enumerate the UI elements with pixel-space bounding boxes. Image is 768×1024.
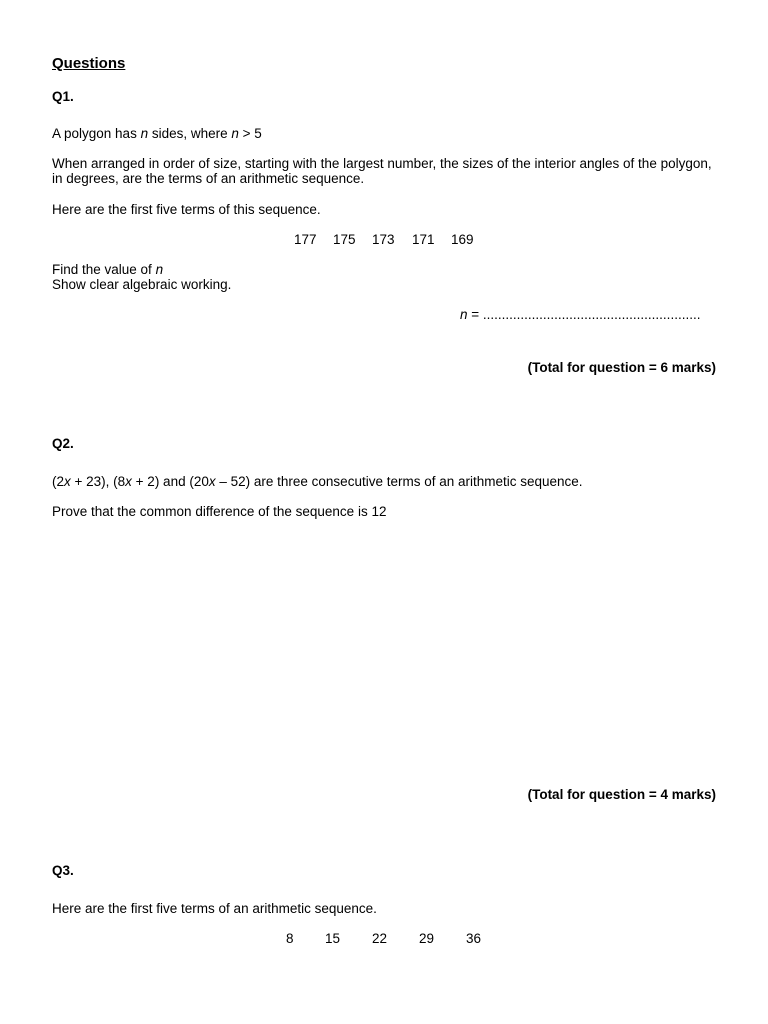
q1-answer-line: n = .......................................................... [460, 307, 701, 322]
q1-paragraph-angles: When arranged in order of size, starting with the largest number, the sizes of the interior angles of the polygon, in degrees, are the terms of an arithmetic sequence. [52, 156, 712, 186]
q1-term-4: 171 [412, 232, 435, 247]
q2-total-marks: (Total for question = 4 marks) [527, 787, 716, 802]
q3-term-1: 8 [286, 931, 294, 946]
q3-term-5: 36 [466, 931, 482, 946]
q3-label: Q3. [52, 863, 74, 878]
page-title: Questions [52, 55, 126, 72]
q3-intro: Here are the first five terms of an arithmetic sequence. [52, 901, 377, 916]
q1-term-2: 175 [333, 232, 356, 247]
q2-label: Q2. [52, 436, 74, 451]
q3-term-3: 22 [372, 931, 388, 946]
q1-label: Q1. [52, 89, 74, 104]
q1-find: Find the value of n [52, 262, 164, 277]
q1-intro: A polygon has n sides, where n > 5 [52, 126, 262, 141]
q2-statement: (2x + 23), (8x + 2) and (20x – 52) are three consecutive terms of an arithmetic sequence. [52, 474, 583, 489]
q1-term-5: 169 [451, 232, 474, 247]
q1-term-3: 173 [372, 232, 395, 247]
q3-term-2: 15 [325, 931, 341, 946]
q1-show-working: Show clear algebraic working. [52, 277, 232, 292]
q1-term-1: 177 [294, 232, 317, 247]
q3-term-4: 29 [419, 931, 435, 946]
q1-total-marks: (Total for question = 6 marks) [527, 360, 716, 375]
q2-prove: Prove that the common difference of the sequence is 12 [52, 504, 387, 519]
q1-paragraph-terms: Here are the first five terms of this sequence. [52, 202, 321, 217]
